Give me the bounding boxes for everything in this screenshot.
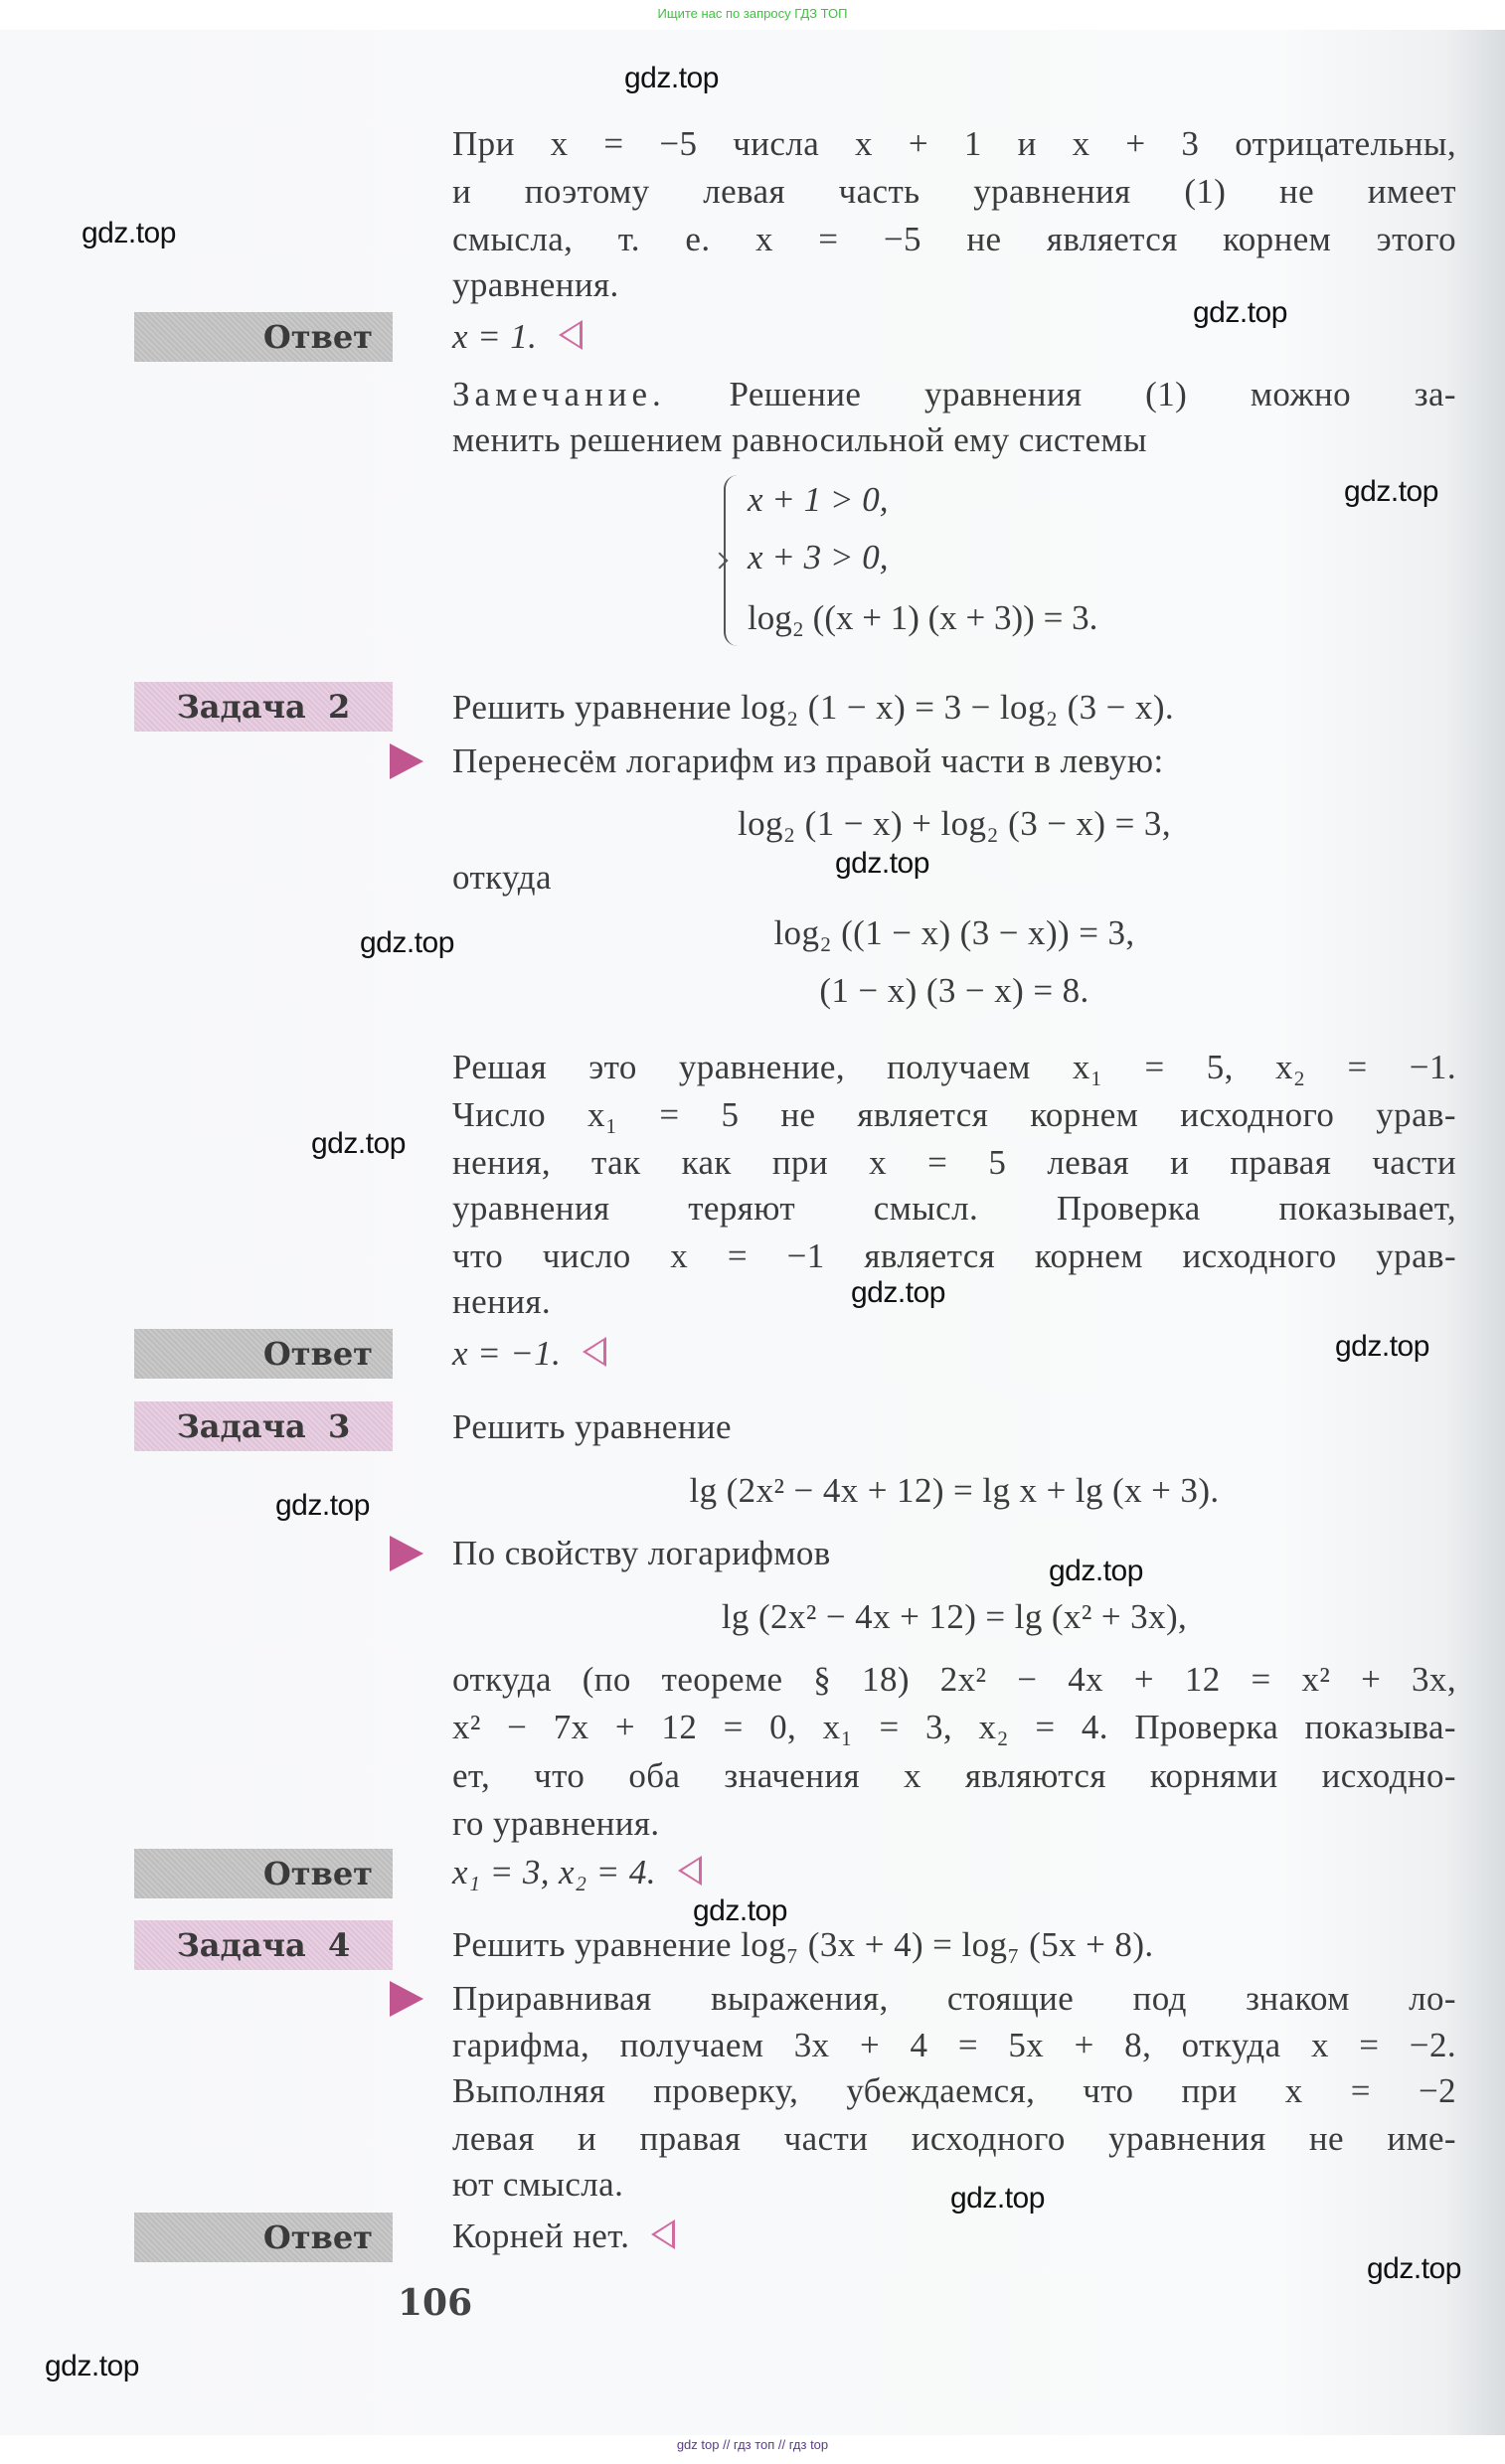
task-2-eq-1: log₂ (1 − x) + log₂ (3 − x) = 3, — [738, 804, 1171, 843]
solution-arrow-icon — [390, 1981, 423, 2017]
task-3-statement: Решить уравнение — [452, 1407, 732, 1446]
watermark: gdz.top — [624, 62, 719, 94]
task-2-line: Число x₁ = 5 не является корнем исходного урав- — [452, 1095, 1456, 1134]
remark-text: Решение уравнения (1) можно за- — [729, 375, 1456, 413]
task-3-line: x² − 7x + 12 = 0, x₁ = 3, x₂ = 4. Проверка показыва- — [452, 1708, 1456, 1746]
watermark: gdz.top — [950, 2182, 1045, 2215]
task-2-eq-3: (1 − x) (3 − x) = 8. — [819, 971, 1089, 1010]
remark-title: Замечание. — [452, 375, 666, 413]
solution-arrow-icon — [390, 1536, 423, 1571]
end-of-solution-icon — [651, 2219, 675, 2249]
task-4-statement: Решить уравнение log₇ (3x + 4) = log₇ (5x + 8). — [452, 1925, 1154, 1964]
task-number: 2 — [328, 688, 351, 726]
task-3-eq-1: lg (2x² − 4x + 12) = lg (x² + 3x), — [721, 1597, 1188, 1636]
watermark: gdz.top — [275, 1489, 370, 1522]
end-of-solution-icon — [678, 1856, 702, 1886]
task-4-label — [134, 1920, 393, 1970]
intro-line: уравнения. — [452, 265, 619, 304]
watermark: gdz.top — [1367, 2252, 1461, 2285]
task-4-line: ют смысла. — [452, 2165, 624, 2204]
intro-line: При x = −5 числа x + 1 и x + 3 отрицательны, — [452, 124, 1456, 163]
answer-label: Ответ — [134, 1329, 393, 1379]
header-note: Ищите нас по запросу ГДЗ ТОП — [657, 6, 848, 21]
footer-note: gdz top // гдз топ // гдз top — [676, 2437, 829, 2452]
watermark: gdz.top — [45, 2350, 139, 2382]
watermark: gdz.top — [311, 1127, 406, 1160]
task-label-word: Задача — [176, 1407, 306, 1445]
system-eq-1: x + 1 > 0, — [748, 480, 889, 519]
task-2-line: нения. — [452, 1282, 551, 1321]
task-number: 3 — [328, 1407, 351, 1445]
answer-1-text: x = 1. — [452, 317, 538, 356]
task-3-label — [134, 1401, 393, 1451]
answer-3 — [452, 1850, 1456, 1895]
task-3-eq-statement: lg (2x² − 4x + 12) = lg x + lg (x + 3). — [689, 1471, 1220, 1510]
intro-line: смысла, т. е. x = −5 не является корнем этого — [452, 220, 1456, 258]
end-of-solution-icon — [583, 1337, 606, 1367]
task-label-word: Задача — [176, 688, 306, 726]
task-2-statement: Решить уравнение log₂ (1 − x) = 3 − log₂ (3 − x). — [452, 688, 1175, 727]
answer-label: Ответ — [134, 312, 393, 362]
page-number: 106 — [398, 2282, 473, 2324]
system-brace-icon — [724, 475, 746, 646]
task-4-line: Выполняя проверку, убеждаемся, что при x = −2 — [452, 2071, 1456, 2110]
answer-label: Ответ — [134, 2213, 393, 2262]
task-3-line: ет, что оба значения x являются корнями исходно- — [452, 1756, 1456, 1795]
intro-line: и поэтому левая часть уравнения (1) не имеет — [452, 172, 1456, 211]
task-2-label — [134, 682, 393, 732]
answer-4-text: Корней нет. — [452, 2217, 630, 2255]
task-3-line: откуда (по теореме § 18) 2x² − 4x + 12 = x² + 3x, — [452, 1660, 1456, 1699]
task-4-line: гарифма, получаем 3x + 4 = 5x + 8, откуда x = −2. — [452, 2026, 1456, 2064]
watermark: gdz.top — [360, 926, 454, 959]
watermark: gdz.top — [1193, 296, 1287, 329]
task-4-line: левая и правая части исходного уравнения не име- — [452, 2119, 1456, 2158]
task-4-line: Приравнивая выражения, стоящие под знаком ло- — [452, 1979, 1456, 2018]
solution-arrow-icon — [390, 743, 423, 779]
watermark: gdz.top — [1049, 1555, 1143, 1587]
watermark: gdz.top — [835, 847, 929, 880]
task-2-solution-intro: Перенесём логарифм из правой части в левую: — [452, 741, 1164, 780]
watermark: gdz.top — [1335, 1330, 1429, 1363]
task-2-eq-2: log₂ ((1 − x) (3 − x)) = 3, — [773, 913, 1135, 952]
task-2-word: откуда — [452, 858, 552, 897]
answer-1 — [452, 314, 1456, 360]
task-2-line: что число x = −1 является корнем исходного урав- — [452, 1236, 1456, 1275]
answer-2 — [452, 1331, 1456, 1377]
remark-line-2: менить решением равносильной ему системы — [452, 420, 1147, 459]
task-label-word: Задача — [176, 1926, 306, 1964]
remark-line-1 — [452, 372, 1456, 417]
system-eq-2: x + 3 > 0, — [748, 538, 889, 576]
watermark: gdz.top — [693, 1894, 787, 1927]
task-3-solution-intro: По свойству логарифмов — [452, 1534, 831, 1572]
task-number: 4 — [328, 1926, 351, 1964]
answer-2-text: x = −1. — [452, 1334, 562, 1373]
watermark: gdz.top — [851, 1276, 945, 1309]
watermark: gdz.top — [82, 217, 176, 249]
task-2-line: Решая это уравнение, получаем x₁ = 5, x₂ = −1. — [452, 1048, 1456, 1086]
answer-label: Ответ — [134, 1849, 393, 1898]
answer-3-text: x₁ = 3, x₂ = 4. — [452, 1853, 656, 1891]
task-3-line: го уравнения. — [452, 1804, 660, 1843]
system-eq-3: log₂ ((x + 1) (x + 3)) = 3. — [748, 598, 1098, 637]
task-2-line: нения, так как при x = 5 левая и правая части — [452, 1143, 1456, 1182]
end-of-solution-icon — [559, 320, 583, 350]
task-2-line: уравнения теряют смысл. Проверка показывает, — [452, 1189, 1456, 1228]
answer-4 — [452, 2214, 1456, 2259]
watermark: gdz.top — [1344, 475, 1438, 508]
